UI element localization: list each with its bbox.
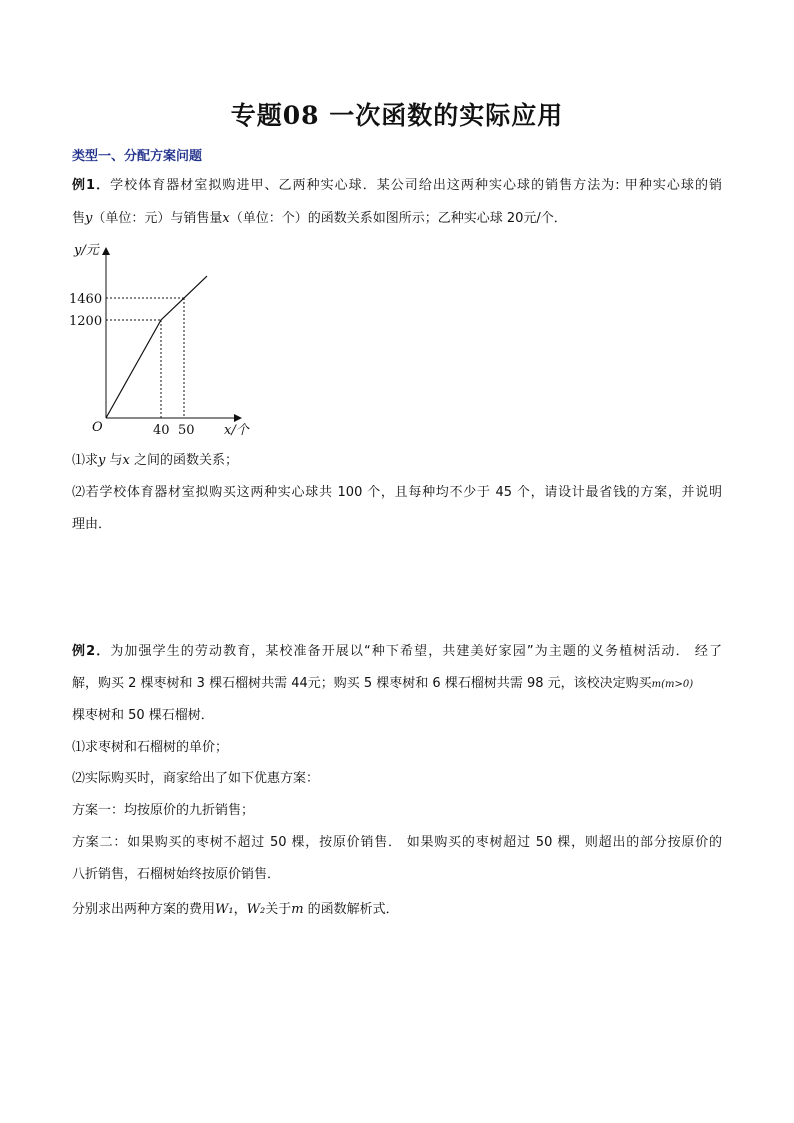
ex1-q1 — [72, 451, 238, 471]
ex1-q2-line2: 理由． — [72, 517, 112, 532]
y-tick-1200: 1200 — [69, 313, 103, 329]
ex1-text-1: 学校体育器材室拟购进甲、乙两种实心球．某公司给出这两种实心球的销售方法为: 甲种实心球的销 — [110, 178, 722, 193]
page-title: 专题08 一次函数的实际应用 — [230, 101, 564, 130]
function-graph — [66, 236, 256, 442]
var-y: y — [85, 211, 93, 226]
final-sep: ， — [233, 902, 247, 917]
q1-text-c: 之间的函数关系； — [129, 453, 238, 468]
ex2-final — [72, 900, 399, 920]
final-text-a: 分别求出两种方案的费用 — [72, 902, 216, 917]
final-text-c: 的函数解析式． — [303, 902, 399, 917]
ex1-label: 例1． — [72, 178, 111, 193]
dashed-guides — [106, 298, 184, 418]
y-axis-label: y/元 — [74, 243, 99, 258]
x-axis-label: x/个 — [224, 423, 249, 438]
ex2-q1: ⑴求枣树和石榴树的单价； — [72, 740, 229, 755]
final-w1: W₁ — [215, 902, 234, 917]
ex2-plan2-line2: 八折销售，石榴树始终按原价销售． — [72, 867, 281, 882]
ex2-label: 例2． — [72, 644, 111, 659]
q1-text-a: ⑴求 — [72, 453, 99, 468]
x-tick-40: 40 — [153, 423, 170, 438]
section-heading: 类型一、分配方案问题 — [72, 149, 203, 164]
q1-text-b: 与 — [105, 453, 123, 468]
ex2-plan1: 方案一：均按原价的九折销售； — [72, 803, 255, 818]
final-m: m — [291, 902, 304, 917]
ex1-text-2b: （单位：元）与销售量 — [92, 211, 223, 226]
origin-label: O — [92, 420, 103, 435]
q1-var-y: y — [98, 453, 106, 468]
ex2-line3: 棵枣树和 50 棵石榴树． — [72, 708, 214, 723]
ex2-q2: ⑵实际购买时，商家给出了如下优惠方案： — [72, 771, 320, 786]
ex2-plan2-line1: 方案二：如果购买的枣树不超过 50 棵，按原价销售． 如果购买的枣树超过 50 棵，则超出的部分按原价的 — [72, 835, 722, 850]
ex2-line2 — [72, 674, 722, 695]
ex2-math-m: m(m>0) — [651, 679, 694, 690]
ex1-line1 — [72, 176, 722, 196]
ex1-text-2c: （单位：个）的函数关系如图所示；乙种实心球 20元/个． — [229, 211, 567, 226]
ex1-text-2a: 售 — [72, 211, 86, 226]
ex2-text-1: 为加强学生的劳动教育，某校准备开展以“种下希望，共建美好家园”为主题的义务植树活动． 经了 — [110, 644, 722, 659]
final-text-b: 关于 — [265, 902, 292, 917]
ex2-line1 — [72, 642, 722, 662]
ex1-q2-line1: ⑵若学校体育器材室拟购买这两种实心球共 100 个，且每种均不少于 45 个，请设计最省钱的方案，并说明 — [72, 485, 722, 500]
ex2-text-2: 解，购买 2 棵枣树和 3 棵石榴树共需 44元；购买 5 棵枣树和 6 棵石榴树共需 98 元，该校决定购买 — [72, 676, 652, 691]
q1-var-x: x — [122, 453, 130, 468]
ex1-line2 — [72, 209, 567, 229]
var-x: x — [222, 211, 230, 226]
x-tick-50: 50 — [178, 423, 195, 438]
final-w2: W₂ — [246, 902, 266, 917]
y-tick-1460: 1460 — [69, 292, 103, 308]
function-line — [106, 276, 207, 418]
